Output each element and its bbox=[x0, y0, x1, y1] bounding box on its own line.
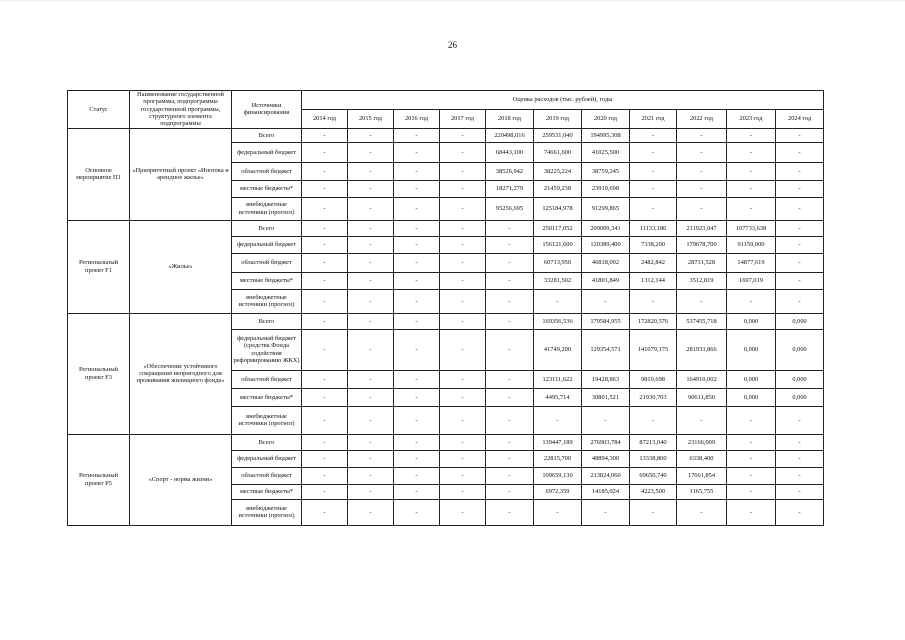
value-cell: 0,000 bbox=[727, 313, 776, 329]
year-header: 2020 год bbox=[582, 109, 630, 128]
program-name-cell: «Спорт - норма жизни» bbox=[130, 434, 232, 525]
value-cell: 69650,740 bbox=[630, 467, 677, 484]
status-cell: Региональный проект F1 bbox=[68, 220, 130, 313]
value-cell: - bbox=[440, 180, 486, 197]
value-cell: - bbox=[394, 253, 440, 272]
value-cell: - bbox=[486, 313, 534, 329]
value-cell: - bbox=[727, 142, 776, 162]
value-cell: - bbox=[302, 220, 348, 236]
value-cell: 95256,695 bbox=[486, 197, 534, 220]
value-cell: - bbox=[486, 467, 534, 484]
value-cell: - bbox=[302, 272, 348, 289]
value-cell: - bbox=[630, 197, 677, 220]
value-cell: 6338,400 bbox=[677, 450, 727, 467]
value-cell: 4223,500 bbox=[630, 484, 677, 499]
value-cell: 9810,698 bbox=[630, 370, 677, 388]
value-cell: 14877,619 bbox=[727, 253, 776, 272]
value-cell: - bbox=[486, 329, 534, 370]
status-cell: Региональный проект P5 bbox=[68, 434, 130, 525]
value-cell: 125184,978 bbox=[534, 197, 582, 220]
value-cell: - bbox=[486, 450, 534, 467]
value-cell: - bbox=[394, 142, 440, 162]
funding-source-cell: местные бюджеты* bbox=[232, 180, 302, 197]
value-cell: - bbox=[727, 467, 776, 484]
funding-source-cell: внебюджетные источники (прогноз) bbox=[232, 289, 302, 313]
header-source: Источники финансирования bbox=[232, 91, 302, 129]
value-cell: - bbox=[348, 406, 394, 434]
funding-source-cell: федеральный бюджет bbox=[232, 236, 302, 253]
program-name-cell: «Жилье» bbox=[130, 220, 232, 313]
value-cell: - bbox=[440, 197, 486, 220]
value-cell: - bbox=[727, 450, 776, 467]
value-cell: 107733,638 bbox=[727, 220, 776, 236]
value-cell: - bbox=[394, 180, 440, 197]
header-row bbox=[68, 91, 824, 110]
value-cell: 209009,341 bbox=[582, 220, 630, 236]
funding-source-cell: внебюджетные источники (прогноз) bbox=[232, 499, 302, 525]
value-cell: - bbox=[582, 406, 630, 434]
funding-source-cell: внебюджетные источники (прогноз) bbox=[232, 197, 302, 220]
value-cell: 30801,521 bbox=[582, 388, 630, 406]
value-cell: - bbox=[394, 434, 440, 450]
value-cell: 48894,300 bbox=[582, 450, 630, 467]
value-cell: 281933,866 bbox=[677, 329, 727, 370]
value-cell: - bbox=[677, 197, 727, 220]
funding-source-cell: Всего bbox=[232, 313, 302, 329]
value-cell: - bbox=[348, 313, 394, 329]
value-cell: - bbox=[440, 434, 486, 450]
value-cell: - bbox=[302, 253, 348, 272]
value-cell: - bbox=[302, 313, 348, 329]
value-cell: 172820,576 bbox=[630, 313, 677, 329]
value-cell: - bbox=[776, 142, 824, 162]
value-cell: 123111,622 bbox=[534, 370, 582, 388]
funding-source-cell: Всего bbox=[232, 220, 302, 236]
value-cell: 91299,865 bbox=[582, 197, 630, 220]
value-cell: 179678,700 bbox=[677, 236, 727, 253]
value-cell: 60713,950 bbox=[534, 253, 582, 272]
value-cell: - bbox=[302, 236, 348, 253]
value-cell: - bbox=[394, 370, 440, 388]
value-cell: 179584,955 bbox=[582, 313, 630, 329]
value-cell: 11133,186 bbox=[630, 220, 677, 236]
value-cell: 220498,016 bbox=[486, 128, 534, 142]
value-cell: - bbox=[348, 450, 394, 467]
value-cell: - bbox=[776, 236, 824, 253]
year-header: 2014 год bbox=[302, 109, 348, 128]
value-cell: 1165,755 bbox=[677, 484, 727, 499]
value-cell: - bbox=[677, 180, 727, 197]
value-cell: 213824,060 bbox=[582, 467, 630, 484]
value-cell: - bbox=[440, 142, 486, 162]
value-cell: - bbox=[302, 162, 348, 180]
value-cell: 0,000 bbox=[727, 329, 776, 370]
value-cell: 141079,175 bbox=[630, 329, 677, 370]
funding-source-cell: областной бюджет bbox=[232, 253, 302, 272]
year-header: 2015 год bbox=[348, 109, 394, 128]
value-cell: - bbox=[394, 450, 440, 467]
value-cell: - bbox=[582, 289, 630, 313]
value-cell: - bbox=[302, 289, 348, 313]
year-header: 2016 год bbox=[394, 109, 440, 128]
value-cell: - bbox=[440, 467, 486, 484]
value-cell: 68443,100 bbox=[486, 142, 534, 162]
value-cell: - bbox=[394, 467, 440, 484]
value-cell: - bbox=[582, 499, 630, 525]
value-cell: - bbox=[776, 484, 824, 499]
value-cell: - bbox=[727, 434, 776, 450]
value-cell: - bbox=[630, 142, 677, 162]
value-cell: - bbox=[440, 499, 486, 525]
value-cell: - bbox=[776, 197, 824, 220]
value-cell: 3512,819 bbox=[677, 272, 727, 289]
value-cell: - bbox=[348, 329, 394, 370]
value-cell: - bbox=[534, 499, 582, 525]
value-cell: - bbox=[302, 128, 348, 142]
value-cell: 156121,600 bbox=[534, 236, 582, 253]
value-cell: 164910,002 bbox=[677, 370, 727, 388]
value-cell: - bbox=[302, 484, 348, 499]
value-cell: - bbox=[348, 253, 394, 272]
value-cell: - bbox=[727, 484, 776, 499]
value-cell: 90611,850 bbox=[677, 388, 727, 406]
table-body bbox=[68, 128, 824, 525]
value-cell: - bbox=[302, 450, 348, 467]
value-cell: - bbox=[440, 313, 486, 329]
value-cell: - bbox=[677, 128, 727, 142]
value-cell: - bbox=[486, 220, 534, 236]
value-cell: - bbox=[348, 142, 394, 162]
value-cell: 74661,600 bbox=[534, 142, 582, 162]
value-cell: - bbox=[677, 289, 727, 313]
value-cell: - bbox=[677, 499, 727, 525]
value-cell: 0,000 bbox=[776, 329, 824, 370]
value-cell: - bbox=[534, 406, 582, 434]
value-cell: - bbox=[440, 388, 486, 406]
value-cell: 38759,245 bbox=[582, 162, 630, 180]
header-status: Статус bbox=[68, 91, 130, 129]
value-cell: 22815,700 bbox=[534, 450, 582, 467]
budget-table bbox=[67, 90, 824, 526]
value-cell: - bbox=[486, 289, 534, 313]
value-cell: 276903,784 bbox=[582, 434, 630, 450]
value-cell: 23910,698 bbox=[582, 180, 630, 197]
value-cell: 211923,047 bbox=[677, 220, 727, 236]
value-cell: - bbox=[776, 450, 824, 467]
value-cell: - bbox=[776, 180, 824, 197]
value-cell: 537455,718 bbox=[677, 313, 727, 329]
funding-source-cell: Всего bbox=[232, 434, 302, 450]
value-cell: - bbox=[630, 289, 677, 313]
page-number: 26 bbox=[448, 40, 457, 50]
value-cell: - bbox=[486, 499, 534, 525]
value-cell: - bbox=[727, 499, 776, 525]
funding-source-cell: внебюджетные источники (прогноз) bbox=[232, 406, 302, 434]
value-cell: - bbox=[776, 272, 824, 289]
value-cell: 13338,800 bbox=[630, 450, 677, 467]
table-row bbox=[68, 313, 824, 329]
funding-source-cell: местные бюджеты* bbox=[232, 272, 302, 289]
value-cell: - bbox=[394, 272, 440, 289]
value-cell: 7338,200 bbox=[630, 236, 677, 253]
value-cell: - bbox=[394, 484, 440, 499]
value-cell: - bbox=[348, 180, 394, 197]
value-cell: - bbox=[486, 272, 534, 289]
value-cell: - bbox=[677, 142, 727, 162]
value-cell: - bbox=[348, 467, 394, 484]
value-cell: - bbox=[348, 197, 394, 220]
year-header: 2023 год bbox=[727, 109, 776, 128]
program-name-cell: «Приоритетный проект «Ипотека и арендное жилье» bbox=[130, 128, 232, 220]
value-cell: - bbox=[440, 162, 486, 180]
value-cell: - bbox=[727, 289, 776, 313]
value-cell: - bbox=[348, 272, 394, 289]
value-cell: - bbox=[394, 289, 440, 313]
value-cell: - bbox=[440, 370, 486, 388]
value-cell: - bbox=[302, 467, 348, 484]
value-cell: - bbox=[302, 370, 348, 388]
value-cell: - bbox=[348, 388, 394, 406]
value-cell: - bbox=[394, 388, 440, 406]
year-header: 2024 год bbox=[776, 109, 824, 128]
value-cell: - bbox=[440, 406, 486, 434]
value-cell: 250117,052 bbox=[534, 220, 582, 236]
value-cell: - bbox=[677, 162, 727, 180]
value-cell: - bbox=[630, 406, 677, 434]
value-cell: - bbox=[534, 289, 582, 313]
value-cell: 23166,009 bbox=[677, 434, 727, 450]
funding-source-cell: областной бюджет bbox=[232, 467, 302, 484]
value-cell: - bbox=[302, 434, 348, 450]
value-cell: 2482,842 bbox=[630, 253, 677, 272]
value-cell: 169356,536 bbox=[534, 313, 582, 329]
value-cell: 17661,854 bbox=[677, 467, 727, 484]
value-cell: 1312,144 bbox=[630, 272, 677, 289]
table-row bbox=[68, 434, 824, 450]
value-cell: 0,000 bbox=[776, 313, 824, 329]
value-cell: - bbox=[394, 406, 440, 434]
value-cell: - bbox=[394, 329, 440, 370]
value-cell: - bbox=[440, 272, 486, 289]
value-cell: - bbox=[776, 128, 824, 142]
value-cell: - bbox=[440, 128, 486, 142]
value-cell: 0,000 bbox=[776, 388, 824, 406]
value-cell: - bbox=[776, 253, 824, 272]
year-header: 2022 год bbox=[677, 109, 727, 128]
value-cell: 19428,863 bbox=[582, 370, 630, 388]
value-cell: - bbox=[302, 406, 348, 434]
value-cell: 6972,359 bbox=[534, 484, 582, 499]
value-cell: - bbox=[727, 128, 776, 142]
value-cell: 4495,714 bbox=[534, 388, 582, 406]
value-cell: 41025,500 bbox=[582, 142, 630, 162]
scan-edge bbox=[0, 0, 905, 2]
value-cell: - bbox=[348, 499, 394, 525]
value-cell: - bbox=[776, 162, 824, 180]
value-cell: - bbox=[776, 434, 824, 450]
funding-source-cell: федеральный бюджет bbox=[232, 450, 302, 467]
funding-source-cell: местные бюджеты* bbox=[232, 388, 302, 406]
value-cell: 0,000 bbox=[776, 370, 824, 388]
value-cell: - bbox=[630, 180, 677, 197]
value-cell: - bbox=[440, 484, 486, 499]
year-header: 2017 год bbox=[440, 109, 486, 128]
value-cell: 139447,189 bbox=[534, 434, 582, 450]
value-cell: - bbox=[394, 313, 440, 329]
program-name-cell: «Обеспечение устойчивого сокращения непригодного для проживания жилищного фонда» bbox=[130, 313, 232, 434]
value-cell: - bbox=[727, 180, 776, 197]
value-cell: 41801,849 bbox=[582, 272, 630, 289]
header-name: Наименование государственной программы, подпрограммы государственной программы, структурного элемента подпрограммы bbox=[130, 91, 232, 129]
year-header: 2018 год bbox=[486, 109, 534, 128]
value-cell: - bbox=[348, 220, 394, 236]
value-cell: - bbox=[486, 434, 534, 450]
value-cell: 109659,130 bbox=[534, 467, 582, 484]
value-cell: 18271,279 bbox=[486, 180, 534, 197]
value-cell: - bbox=[776, 289, 824, 313]
value-cell: - bbox=[440, 289, 486, 313]
value-cell: - bbox=[348, 162, 394, 180]
value-cell: - bbox=[394, 499, 440, 525]
value-cell: 87213,040 bbox=[630, 434, 677, 450]
funding-source-cell: местные бюджеты* bbox=[232, 484, 302, 499]
value-cell: 129354,571 bbox=[582, 329, 630, 370]
value-cell: - bbox=[394, 220, 440, 236]
value-cell: - bbox=[776, 406, 824, 434]
table-row bbox=[68, 128, 824, 142]
value-cell: 38225,224 bbox=[534, 162, 582, 180]
value-cell: - bbox=[348, 484, 394, 499]
year-header: 2019 год bbox=[534, 109, 582, 128]
value-cell: - bbox=[302, 197, 348, 220]
value-cell: 91159,000 bbox=[727, 236, 776, 253]
value-cell: - bbox=[348, 370, 394, 388]
value-cell: - bbox=[302, 388, 348, 406]
value-cell: - bbox=[486, 370, 534, 388]
value-cell: - bbox=[440, 450, 486, 467]
value-cell: 38526,942 bbox=[486, 162, 534, 180]
value-cell: - bbox=[630, 128, 677, 142]
value-cell: - bbox=[394, 128, 440, 142]
value-cell: 1697,019 bbox=[727, 272, 776, 289]
value-cell: 33281,502 bbox=[534, 272, 582, 289]
value-cell: - bbox=[394, 236, 440, 253]
value-cell: - bbox=[486, 236, 534, 253]
value-cell: - bbox=[630, 162, 677, 180]
header-estimate: Оценка расходов (тыс. рублей), годы bbox=[302, 91, 824, 110]
value-cell: - bbox=[486, 253, 534, 272]
year-header: 2021 год bbox=[630, 109, 677, 128]
value-cell: 46818,092 bbox=[582, 253, 630, 272]
value-cell: - bbox=[348, 236, 394, 253]
status-cell: Основное мероприятие П1 bbox=[68, 128, 130, 220]
value-cell: 194995,308 bbox=[582, 128, 630, 142]
value-cell: - bbox=[776, 220, 824, 236]
value-cell: 21459,238 bbox=[534, 180, 582, 197]
value-cell: - bbox=[776, 499, 824, 525]
value-cell: - bbox=[302, 329, 348, 370]
value-cell: 120389,400 bbox=[582, 236, 630, 253]
value-cell: - bbox=[440, 329, 486, 370]
value-cell: 41749,200 bbox=[534, 329, 582, 370]
value-cell: - bbox=[727, 197, 776, 220]
funding-source-cell: федеральный бюджет bbox=[232, 142, 302, 162]
value-cell: - bbox=[727, 406, 776, 434]
value-cell: - bbox=[394, 162, 440, 180]
value-cell: - bbox=[486, 406, 534, 434]
value-cell: - bbox=[440, 220, 486, 236]
table-row bbox=[68, 220, 824, 236]
value-cell: - bbox=[776, 467, 824, 484]
funding-source-cell: Всего bbox=[232, 128, 302, 142]
value-cell: - bbox=[302, 499, 348, 525]
value-cell: - bbox=[348, 128, 394, 142]
value-cell: 28731,528 bbox=[677, 253, 727, 272]
value-cell: - bbox=[486, 388, 534, 406]
value-cell: - bbox=[394, 197, 440, 220]
value-cell: - bbox=[302, 142, 348, 162]
value-cell: 14185,024 bbox=[582, 484, 630, 499]
value-cell: 259531,040 bbox=[534, 128, 582, 142]
value-cell: - bbox=[302, 180, 348, 197]
value-cell: - bbox=[348, 434, 394, 450]
value-cell: - bbox=[440, 253, 486, 272]
value-cell: - bbox=[727, 162, 776, 180]
value-cell: 0,000 bbox=[727, 388, 776, 406]
value-cell: 21930,703 bbox=[630, 388, 677, 406]
value-cell: - bbox=[440, 236, 486, 253]
value-cell: - bbox=[348, 289, 394, 313]
value-cell: - bbox=[677, 406, 727, 434]
value-cell: 0,000 bbox=[727, 370, 776, 388]
funding-source-cell: федеральный бюджет (средства Фонда содействия реформированию ЖКХ) bbox=[232, 329, 302, 370]
funding-source-cell: областной бюджет bbox=[232, 162, 302, 180]
status-cell: Региональный проект F3 bbox=[68, 313, 130, 434]
value-cell: - bbox=[486, 484, 534, 499]
value-cell: - bbox=[630, 499, 677, 525]
funding-source-cell: областной бюджет bbox=[232, 370, 302, 388]
